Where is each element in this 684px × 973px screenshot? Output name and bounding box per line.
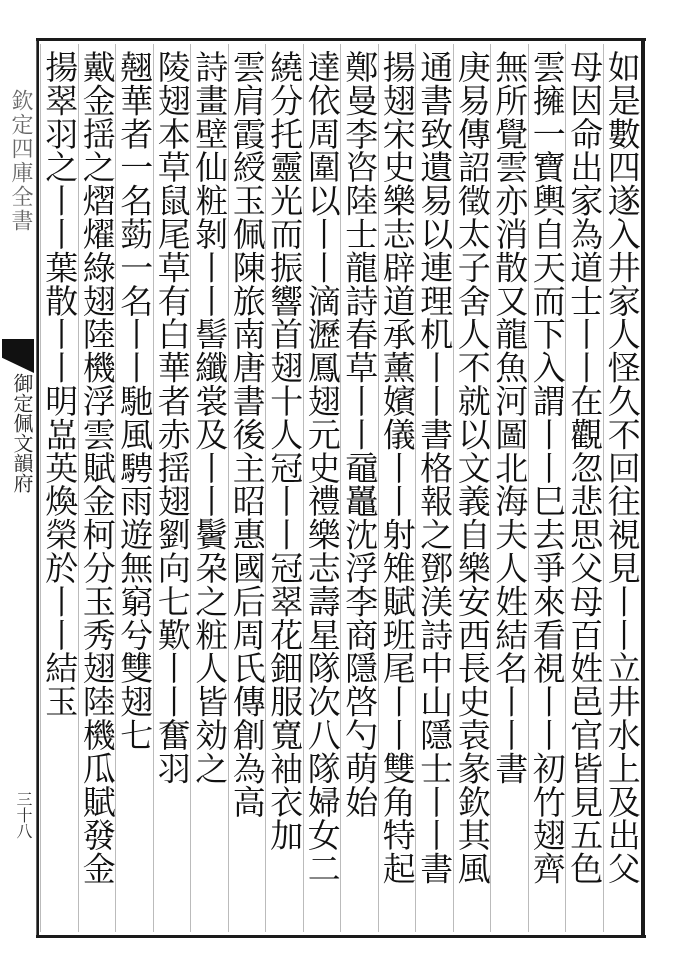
column-text: 戴金揺之熠燿綠翅陸機浮雲賦金柯分玉秀翅陸機瓜賦發金 — [77, 50, 117, 885]
column-text: 鄭曼李咨陸士龍詩春草丨丨黿鼉沈浮李商隱啓勺萌始 — [340, 50, 380, 819]
margin-column — [0, 41, 37, 935]
text-column — [265, 44, 303, 932]
column-text: 揚翅宋史樂志辟道承薰嬪儀丨丨射雉賦班尾丨丨雙角特起 — [377, 50, 417, 885]
column-text: 庚易傳詔徵太子舍人不就以文義自樂安西長史袁彖欽其風 — [452, 50, 492, 885]
column-text: 陵翅本草鼠尾草有白華者赤揺翅劉向七歎丨丨奮羽 — [152, 50, 192, 785]
column-text: 通書致遺易以連理机丨丨書格報之鄧渼詩中山隱士丨丨書 — [415, 50, 455, 885]
frame-top-rule — [38, 38, 646, 41]
column-text: 揚翠羽之丨丨葉散丨丨明嵓英煥榮於丨丨結玉 — [40, 50, 80, 718]
text-column — [115, 44, 153, 932]
text-column — [453, 44, 491, 932]
text-column — [303, 44, 341, 932]
text-column — [153, 44, 191, 932]
text-column — [228, 44, 266, 932]
column-text: 母因命出家為道士丨丨在觀忽悲思父母百姓邑官皆見五色 — [565, 50, 605, 885]
book-title: 欽定四庫全書 — [8, 89, 33, 233]
frame-bottom-rule — [38, 935, 646, 938]
column-text: 繞分托靈光而振響首翅十人冠丨丨冠翠花鈿服寬袖衣加 — [265, 50, 305, 852]
column-text: 無所覺雲亦消散又龍魚河圖北海夫人姓結名丨丨書 — [490, 50, 530, 785]
text-column — [415, 44, 453, 932]
text-column — [40, 44, 78, 932]
text-column — [603, 44, 641, 932]
column-text: 雲擁一寶輿自天而下入謂丨丨巳去爭來看視丨丨初竹翅齊 — [527, 50, 567, 885]
fish-tail-mark — [2, 339, 34, 373]
text-column — [78, 44, 116, 932]
column-text: 雲肩霞綬玉佩陳旅南唐書後主昭惠國后周氏傳創為高 — [227, 50, 267, 819]
text-column — [490, 44, 528, 932]
text-column — [378, 44, 416, 932]
text-column — [190, 44, 228, 932]
column-text: 達依周圍以丨丨滴瀝鳳翅元史禮樂志壽星隊次八隊婦女二 — [302, 50, 342, 885]
column-text: 如是數四遂入井家人怪久不回往視見丨丨立井水上及出父 — [602, 50, 642, 885]
text-column — [565, 44, 603, 932]
column-text: 翹華者一名葝一名丨丨馳風騁雨遊無窮兮雙翅七 — [115, 50, 155, 752]
page-number: 三十八 — [14, 791, 33, 839]
text-column — [528, 44, 566, 932]
column-text: 詩畫壁仙粧剝丨丨髻纖裳及丨丨鬢朶之粧人皆効之 — [190, 50, 230, 785]
text-column — [340, 44, 378, 932]
text-columns — [40, 44, 640, 932]
volume-title: 御定佩文韻府 — [10, 373, 34, 493]
